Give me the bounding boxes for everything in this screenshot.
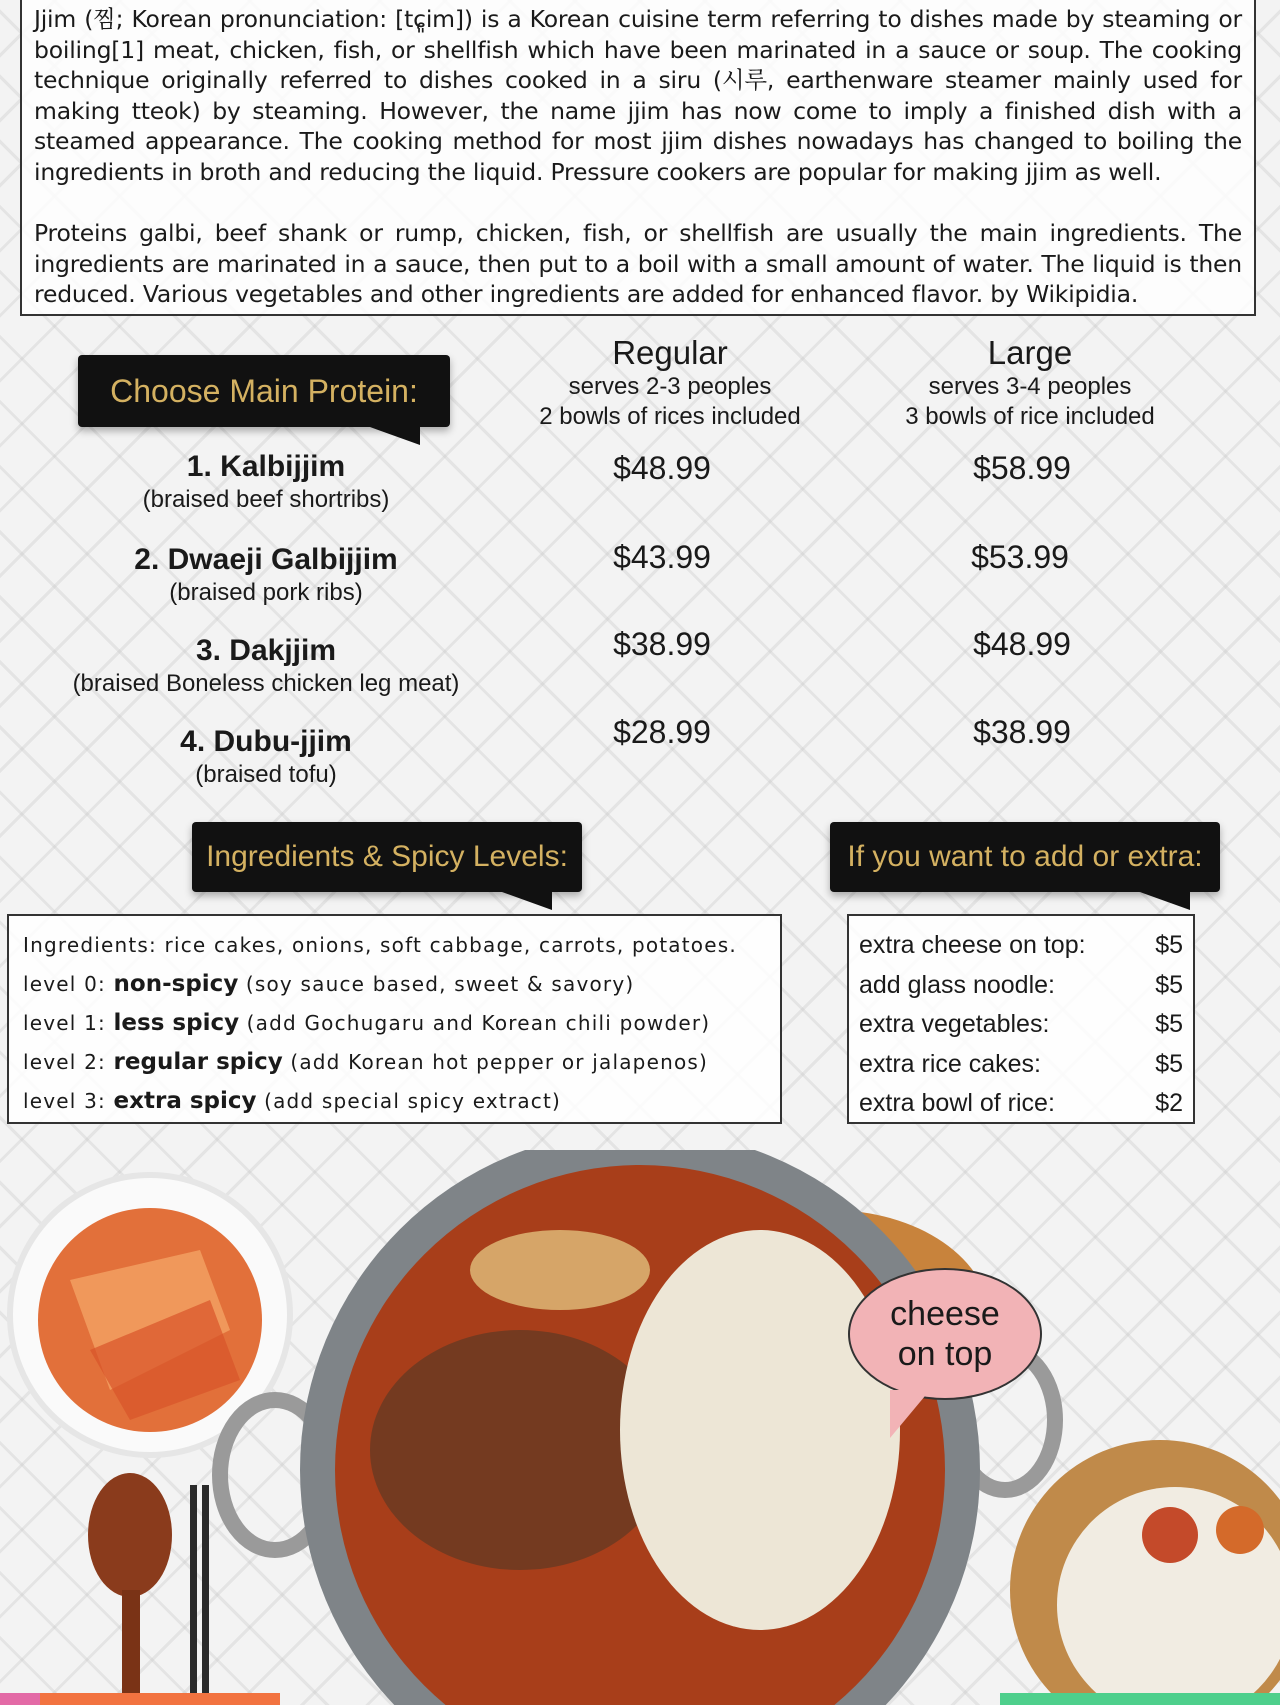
melted-cheese	[620, 1230, 900, 1630]
price-large: $48.99	[973, 626, 1071, 662]
choose-protein-heading: Choose Main Protein:	[78, 355, 450, 427]
menu-item-name: 3. Dakjjim	[195, 634, 337, 667]
extra-item	[859, 1005, 1183, 1045]
spicy-level	[23, 1082, 766, 1121]
price-large: $58.99	[973, 450, 1071, 486]
spicy-levels-box	[7, 914, 782, 1124]
extra-item	[859, 966, 1183, 1006]
spicy-level-note: (add Gochugaru and Korean chili powder)	[246, 1011, 711, 1035]
bubble-line-1: cheese	[890, 1295, 1000, 1333]
cheese-speech-bubble	[848, 1268, 1042, 1400]
ingredients-line: Ingredients: rice cakes, onions, soft cabbage, carrots, potatoes.	[23, 933, 737, 957]
spicy-level	[23, 965, 766, 1004]
menu-item-desc: (braised tofu)	[195, 761, 337, 788]
spicy-level-name: non-spicy	[113, 971, 239, 997]
price-large: $53.99	[971, 539, 1069, 575]
spicy-level-label: level 2:	[23, 1050, 106, 1074]
menu-item-desc: (braised beef shortribs)	[142, 486, 390, 513]
extra-item-name: extra cheese on top:	[859, 931, 1086, 959]
extra-item-name: extra bowl of rice:	[859, 1089, 1055, 1117]
extra-item-price: $5	[1155, 970, 1183, 999]
large-included: 3 bowls of rice included	[905, 403, 1155, 430]
spoon	[88, 1473, 172, 1597]
spicy-levels-heading: Ingredients & Spicy Levels:	[192, 822, 582, 892]
spicy-level-note: (soy sauce based, sweet & savory)	[245, 972, 635, 996]
price-large: $38.99	[973, 714, 1071, 750]
food-photo	[0, 1150, 1280, 1705]
menu-item	[80, 449, 452, 515]
regular-size-header	[500, 334, 840, 432]
price-regular: $43.99	[613, 539, 711, 575]
regular-included: 2 bowls of rices included	[539, 403, 801, 430]
spicy-level-label: level 3:	[23, 1089, 106, 1113]
extras-box	[847, 914, 1195, 1124]
food-illustration	[0, 1150, 1280, 1705]
spicy-level-note: (add special spicy extract)	[264, 1089, 562, 1113]
menu-item-name: 2. Dwaeji Galbijjim	[134, 543, 398, 576]
spicy-level-label: level 0:	[23, 972, 106, 996]
large-serves: serves 3-4 peoples	[928, 373, 1132, 400]
menu-item-name: 4. Dubu-jjim	[180, 725, 352, 758]
intro-paragraph-2: Proteins galbi, beef shank or rump, chicken, fish, or shellfish are usually the main ingredients. The ingredients are marinated in a sauce, then put to a boil with a small amount of water. The liquid is then reduced. Various vegetables and other ingredients are added for enhanced flavor. by Wikipidia.	[34, 219, 1242, 308]
price-regular: $48.99	[613, 450, 711, 486]
menu-item-name: 1. Kalbijjim	[186, 450, 346, 483]
extra-item-price: $2	[1155, 1089, 1183, 1117]
extra-item-name: extra rice cakes:	[859, 1049, 1042, 1078]
menu-item-desc: (braised pork ribs)	[169, 579, 363, 606]
spicy-level	[23, 1004, 766, 1043]
price-regular: $28.99	[613, 714, 711, 750]
extra-item	[859, 1084, 1183, 1124]
spicy-level-note: (add Korean hot pepper or jalapenos)	[290, 1050, 709, 1074]
extra-item-price: $5	[1155, 1010, 1183, 1038]
extra-item-name: extra vegetables:	[859, 1010, 1050, 1038]
large-label: Large	[987, 334, 1073, 371]
intro-box	[20, 0, 1256, 316]
extra-item	[859, 926, 1183, 966]
spicy-level-name: regular spicy	[113, 1049, 283, 1075]
bubble-line-2: on top	[897, 1335, 993, 1373]
extra-item-price: $5	[1155, 931, 1183, 959]
spicy-level-name: less spicy	[113, 1010, 240, 1036]
menu-item-desc: (braised Boneless chicken leg meat)	[72, 670, 460, 697]
extra-item-price: $5	[1155, 1049, 1183, 1078]
extra-item	[859, 1045, 1183, 1085]
spicy-level-label: level 1:	[23, 1011, 106, 1035]
spicy-level	[23, 1043, 766, 1082]
menu-item	[40, 633, 492, 699]
price-regular: $38.99	[613, 626, 711, 662]
chopsticks	[190, 1485, 197, 1705]
extras-heading: If you want to add or extra:	[830, 822, 1220, 892]
large-size-header	[860, 334, 1200, 432]
extra-item-name: add glass noodle:	[859, 970, 1055, 999]
intro-paragraph-1: Jjim (찜; Korean pronunciation: [tɕ͈im]) is a Korean cuisine term referring to dishes made by steaming or boiling[1] meat, chicken, fish, or shellfish which have been marinated in a sauce or soup. The cooking technique originally referred to dishes cooked in a siru (시루, earthenware steamer mainly used for making tteok) by steaming. However, the name jjim has now come to imply a finished dish with a steamed appearance. The cooking method for most jjim dishes nowadays has changed to boiling the ingredients in broth and reducing the liquid. Pressure cookers are popular for making jjim as well.	[34, 5, 1242, 186]
menu-item	[60, 542, 472, 608]
menu-item	[80, 724, 452, 790]
regular-label: Regular	[612, 334, 728, 371]
spicy-level-name: extra spicy	[113, 1088, 257, 1114]
regular-serves: serves 2-3 peoples	[568, 373, 772, 400]
